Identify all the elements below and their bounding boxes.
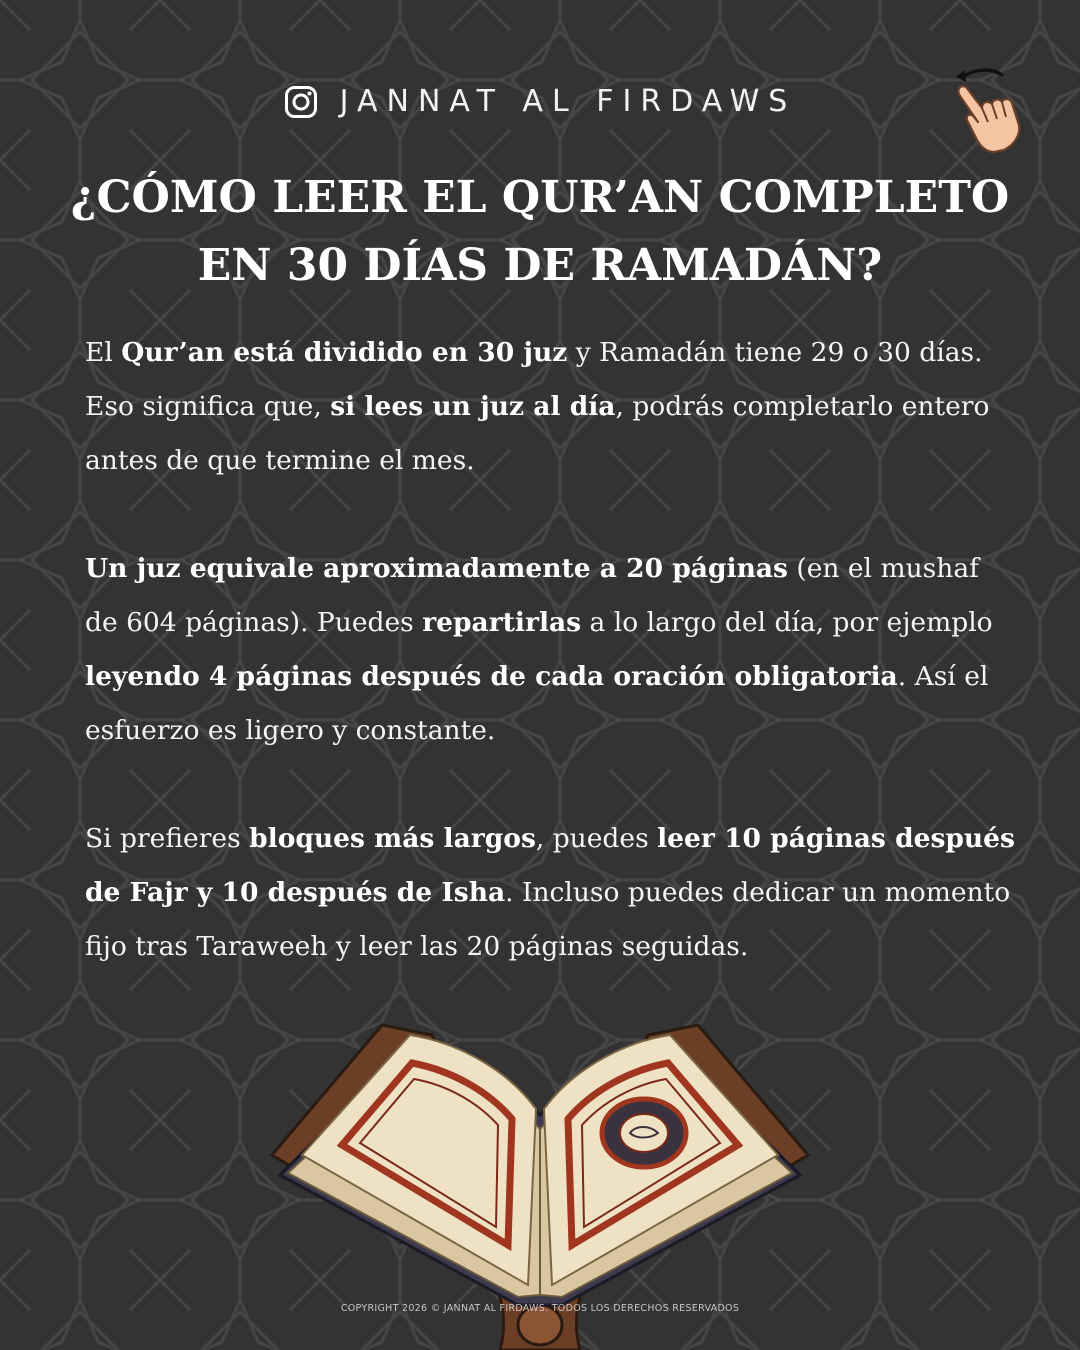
body-text [85, 326, 1015, 1028]
page-title [40, 164, 1040, 300]
emphasis: leyendo 4 páginas después de cada oración obligatoria [85, 661, 898, 692]
text: , podrás completarlo entero antes de que termine el mes. [85, 391, 990, 476]
text: (en el mushaf de 604 páginas). Puedes [85, 553, 979, 638]
emphasis: Qur’an está dividido en 30 juz [121, 337, 568, 368]
emphasis: bloques más largos [249, 823, 536, 854]
title-line-2: EN 30 DÍAS DE RAMADÁN? [197, 240, 883, 291]
text: a lo largo del día, por ejemplo [581, 607, 993, 638]
emphasis: Un juz equivale aproximadamente a 20 páginas [85, 553, 788, 584]
swipe-hand-icon [948, 62, 1028, 158]
paragraph-2 [85, 542, 1015, 758]
emphasis: repartirlas [422, 607, 582, 638]
copyright-footer: COPYRIGHT 2026 © JANNAT AL FIRDAWS. TODOS LOS DERECHOS RESERVADOS [340, 1303, 740, 1314]
emphasis: leer 10 páginas después de Fajr y 10 después de Isha [85, 823, 1015, 908]
text: y Ramadán tiene 29 o 30 días. Eso significa que, [85, 337, 983, 422]
emphasis: si lees un juz al día [330, 391, 616, 422]
title-line-1: ¿CÓMO LEER EL QUR’AN COMPLETO [70, 172, 1010, 223]
text: Si prefieres [85, 823, 250, 854]
brand-header [0, 84, 1080, 119]
paragraph-1 [85, 326, 1015, 488]
text: El [85, 337, 122, 368]
text: , puedes [535, 823, 658, 854]
instagram-icon [284, 85, 318, 119]
open-quran-on-rehal-icon [262, 1005, 818, 1350]
text: . Así el esfuerzo es ligero y constante. [85, 661, 989, 746]
text: . Incluso puedes dedicar un momento fijo tras Taraweeh y leer las 20 páginas seguidas. [85, 877, 1011, 962]
brand-name: JANNAT AL FIRDAWS [339, 84, 797, 119]
paragraph-3 [85, 812, 1015, 974]
